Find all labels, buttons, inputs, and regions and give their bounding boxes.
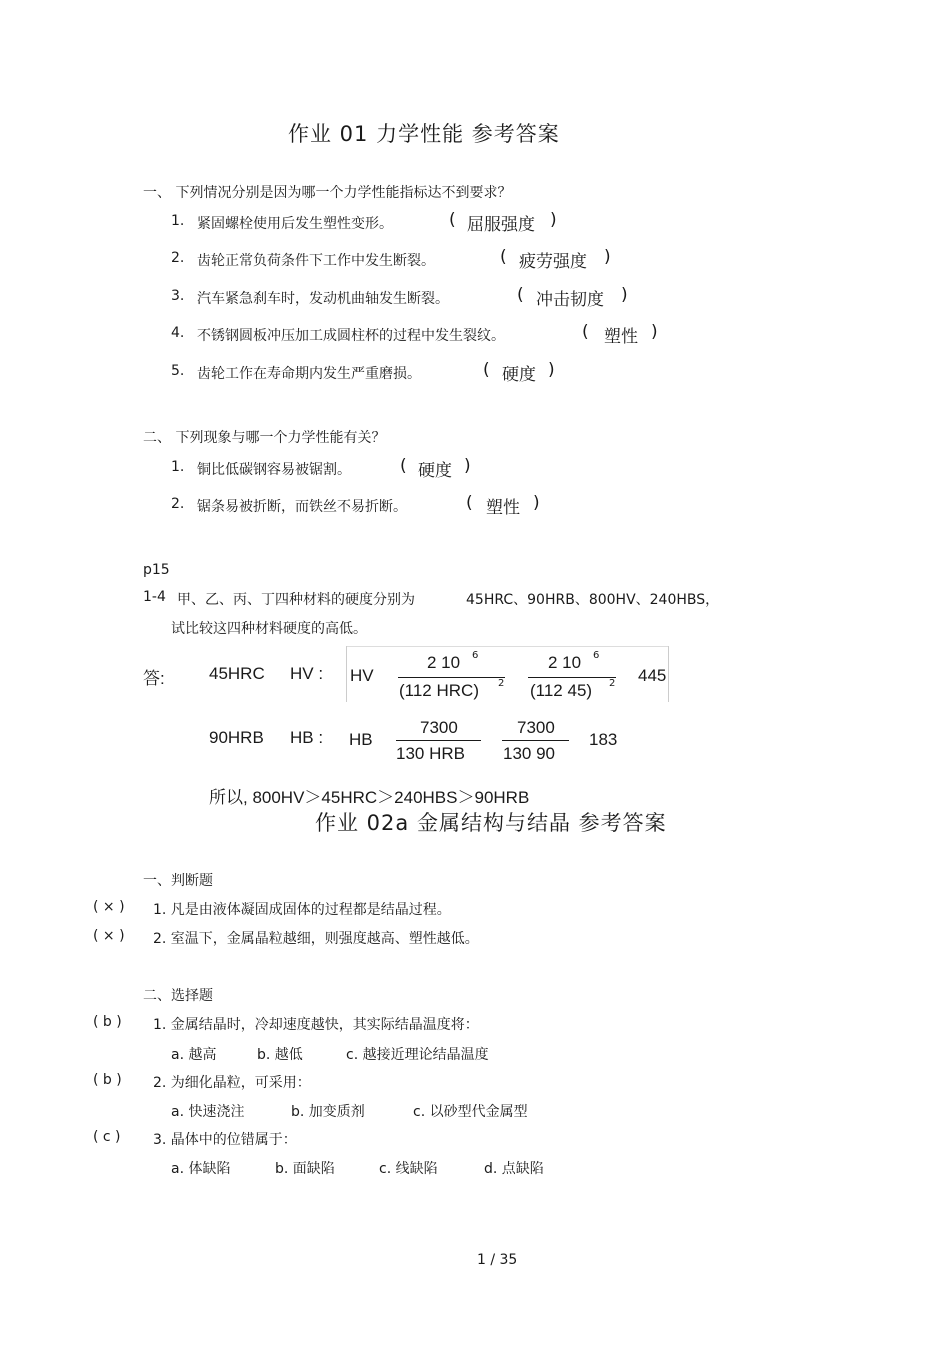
choice-option: d. 点缺陷 — [484, 1161, 544, 1177]
choice-mark: ( b ) — [93, 1014, 122, 1030]
question-text: 甲、乙、丙、丁四种材料的硬度分别为 — [177, 592, 415, 608]
formula-1-fraction-bar-1 — [398, 677, 505, 678]
formula-2-fraction-bar-2 — [502, 740, 569, 741]
formula-2-numerator-2: 7300 — [517, 718, 555, 737]
formula-1-exp-1: 6 — [472, 650, 479, 661]
section-header-1: 一、 下列情况分别是因为哪一个力学性能指标达不到要求？ — [143, 185, 512, 201]
page-title-hw02a: 作业 02a 金属结构与结晶 参考答案 — [315, 811, 667, 835]
choice-option: b. 加变质剂 — [291, 1104, 365, 1120]
answer-open-paren: ( — [483, 360, 490, 380]
formula-2-label: 90HRB — [209, 728, 264, 747]
choice-option: a. 快速浇注 — [171, 1104, 245, 1120]
answer-text: 冲击韧度 — [536, 290, 604, 310]
answer-open-paren: ( — [500, 247, 507, 267]
formula-box-right — [668, 646, 669, 702]
formula-2-lhs: HB — [349, 730, 373, 749]
formula-2-result: 183 — [589, 730, 618, 749]
formula-1-lhs: HV — [350, 666, 374, 685]
page-title-hw01: 作业 01 力学性能 参考答案 — [288, 122, 560, 146]
conclusion: 所以, 800HV＞45HRC＞240HBS＞90HRB — [209, 788, 530, 807]
formula-1-denominator-2: (112 45) — [530, 681, 593, 700]
answer-text: 硬度 — [502, 365, 536, 385]
list-item-text: 汽车紧急刹车时，发动机曲轴发生断裂。 — [197, 291, 449, 307]
question-values: 45HRC、90HRB、800HV、240HBS， — [466, 592, 720, 608]
list-item-text: 不锈钢圆板冲压加工成圆柱杯的过程中发生裂纹。 — [197, 328, 505, 344]
list-item-text: 铜比低碳钢容易被锯割。 — [197, 462, 351, 478]
formula-1-denom-exp-2: 2 — [609, 678, 616, 689]
answer-close-paren: ) — [548, 360, 555, 380]
formula-1-denominator-1: (112 HRC) — [399, 681, 479, 700]
answer-open-paren: ( — [400, 456, 407, 476]
formula-1-label: 45HRC — [209, 664, 265, 683]
formula-1-denom-exp-1: 2 — [498, 678, 505, 689]
section-header-judgement: 一、判断题 — [143, 873, 213, 889]
list-item-text: 齿轮工作在寿命期内发生严重磨损。 — [197, 366, 421, 382]
answer-open-paren: ( — [517, 285, 524, 305]
section-header-choice: 二、选择题 — [143, 988, 213, 1004]
formula-2-denominator-1: 130 HRB — [396, 744, 465, 763]
answer-close-paren: ) — [651, 322, 658, 342]
list-item-text: 锯条易被折断，而铁丝不易折断。 — [197, 499, 407, 515]
answer-close-paren: ) — [533, 493, 540, 513]
list-item-num: 3. — [171, 288, 185, 304]
list-item-num: 1. — [171, 213, 185, 229]
list-item-num: 2. — [171, 250, 185, 266]
choice-option: b. 越低 — [257, 1047, 303, 1063]
answer-close-paren: ) — [621, 285, 628, 305]
formula-1-numerator-1: 2 10 — [427, 653, 461, 672]
formula-2-numerator-1: 7300 — [420, 718, 458, 737]
formula-1-exp-2: 6 — [593, 650, 600, 661]
page-reference: p15 — [143, 562, 170, 578]
answer-open-paren: ( — [582, 322, 589, 342]
list-item-num: 1. — [171, 459, 185, 475]
judgement-text: 1. 凡是由液体凝固成固体的过程都是结晶过程。 — [153, 902, 451, 918]
list-item-num: 2. — [171, 496, 185, 512]
judgement-text: 2. 室温下，金属晶粒越细，则强度越高、塑性越低。 — [153, 931, 479, 947]
question-number: 1-4 — [143, 589, 166, 605]
answer-text: 塑性 — [486, 498, 520, 518]
judgement-mark: ( × ) — [93, 899, 125, 915]
choice-question: 3. 晶体中的位错属于： — [153, 1132, 297, 1148]
answer-close-paren: ) — [464, 456, 471, 476]
formula-1-unit: HV : — [290, 664, 324, 683]
choice-option: c. 线缺陷 — [379, 1161, 438, 1177]
formula-1-fraction-bar-2 — [528, 677, 616, 678]
answer-open-paren: ( — [466, 493, 473, 513]
formula-1-result: 445 — [638, 666, 667, 685]
formula-2-fraction-bar-1 — [396, 740, 481, 741]
question-text-line2: 试比较这四种材料硬度的高低。 — [171, 621, 367, 637]
choice-option: a. 越高 — [171, 1047, 217, 1063]
choice-mark: ( b ) — [93, 1072, 122, 1088]
list-item-text: 齿轮正常负荷条件下工作中发生断裂。 — [197, 253, 435, 269]
list-item-num: 4. — [171, 325, 185, 341]
judgement-mark: ( × ) — [93, 928, 125, 944]
choice-mark: ( c ) — [93, 1129, 121, 1145]
formula-2-unit: HB : — [290, 728, 324, 747]
choice-question: 2. 为细化晶粒，可采用： — [153, 1075, 311, 1091]
choice-question: 1. 金属结晶时，冷却速度越快，其实际结晶温度将： — [153, 1017, 479, 1033]
choice-option: c. 以砂型代金属型 — [413, 1104, 528, 1120]
list-item-text: 紧固螺栓使用后发生塑性变形。 — [197, 216, 393, 232]
choice-option: a. 体缺陷 — [171, 1161, 231, 1177]
formula-box-top — [346, 646, 668, 647]
answer-text: 塑性 — [604, 327, 638, 347]
answer-text: 疲劳强度 — [519, 252, 587, 272]
page-number: 1 / 35 — [477, 1252, 518, 1268]
formula-box-left — [346, 646, 347, 702]
answer-text: 硬度 — [418, 461, 452, 481]
list-item-num: 5. — [171, 363, 185, 379]
formula-1-numerator-2: 2 10 — [548, 653, 582, 672]
choice-option: c. 越接近理论结晶温度 — [346, 1047, 489, 1063]
answer-close-paren: ) — [550, 210, 557, 230]
answer-label: 答: — [143, 669, 165, 688]
choice-option: b. 面缺陷 — [275, 1161, 335, 1177]
answer-text: 屈服强度 — [467, 215, 535, 235]
answer-open-paren: ( — [449, 210, 456, 230]
section-header-2: 二、 下列现象与哪一个力学性能有关？ — [143, 430, 386, 446]
answer-close-paren: ) — [604, 247, 611, 267]
formula-2-denominator-2: 130 90 — [503, 744, 555, 763]
